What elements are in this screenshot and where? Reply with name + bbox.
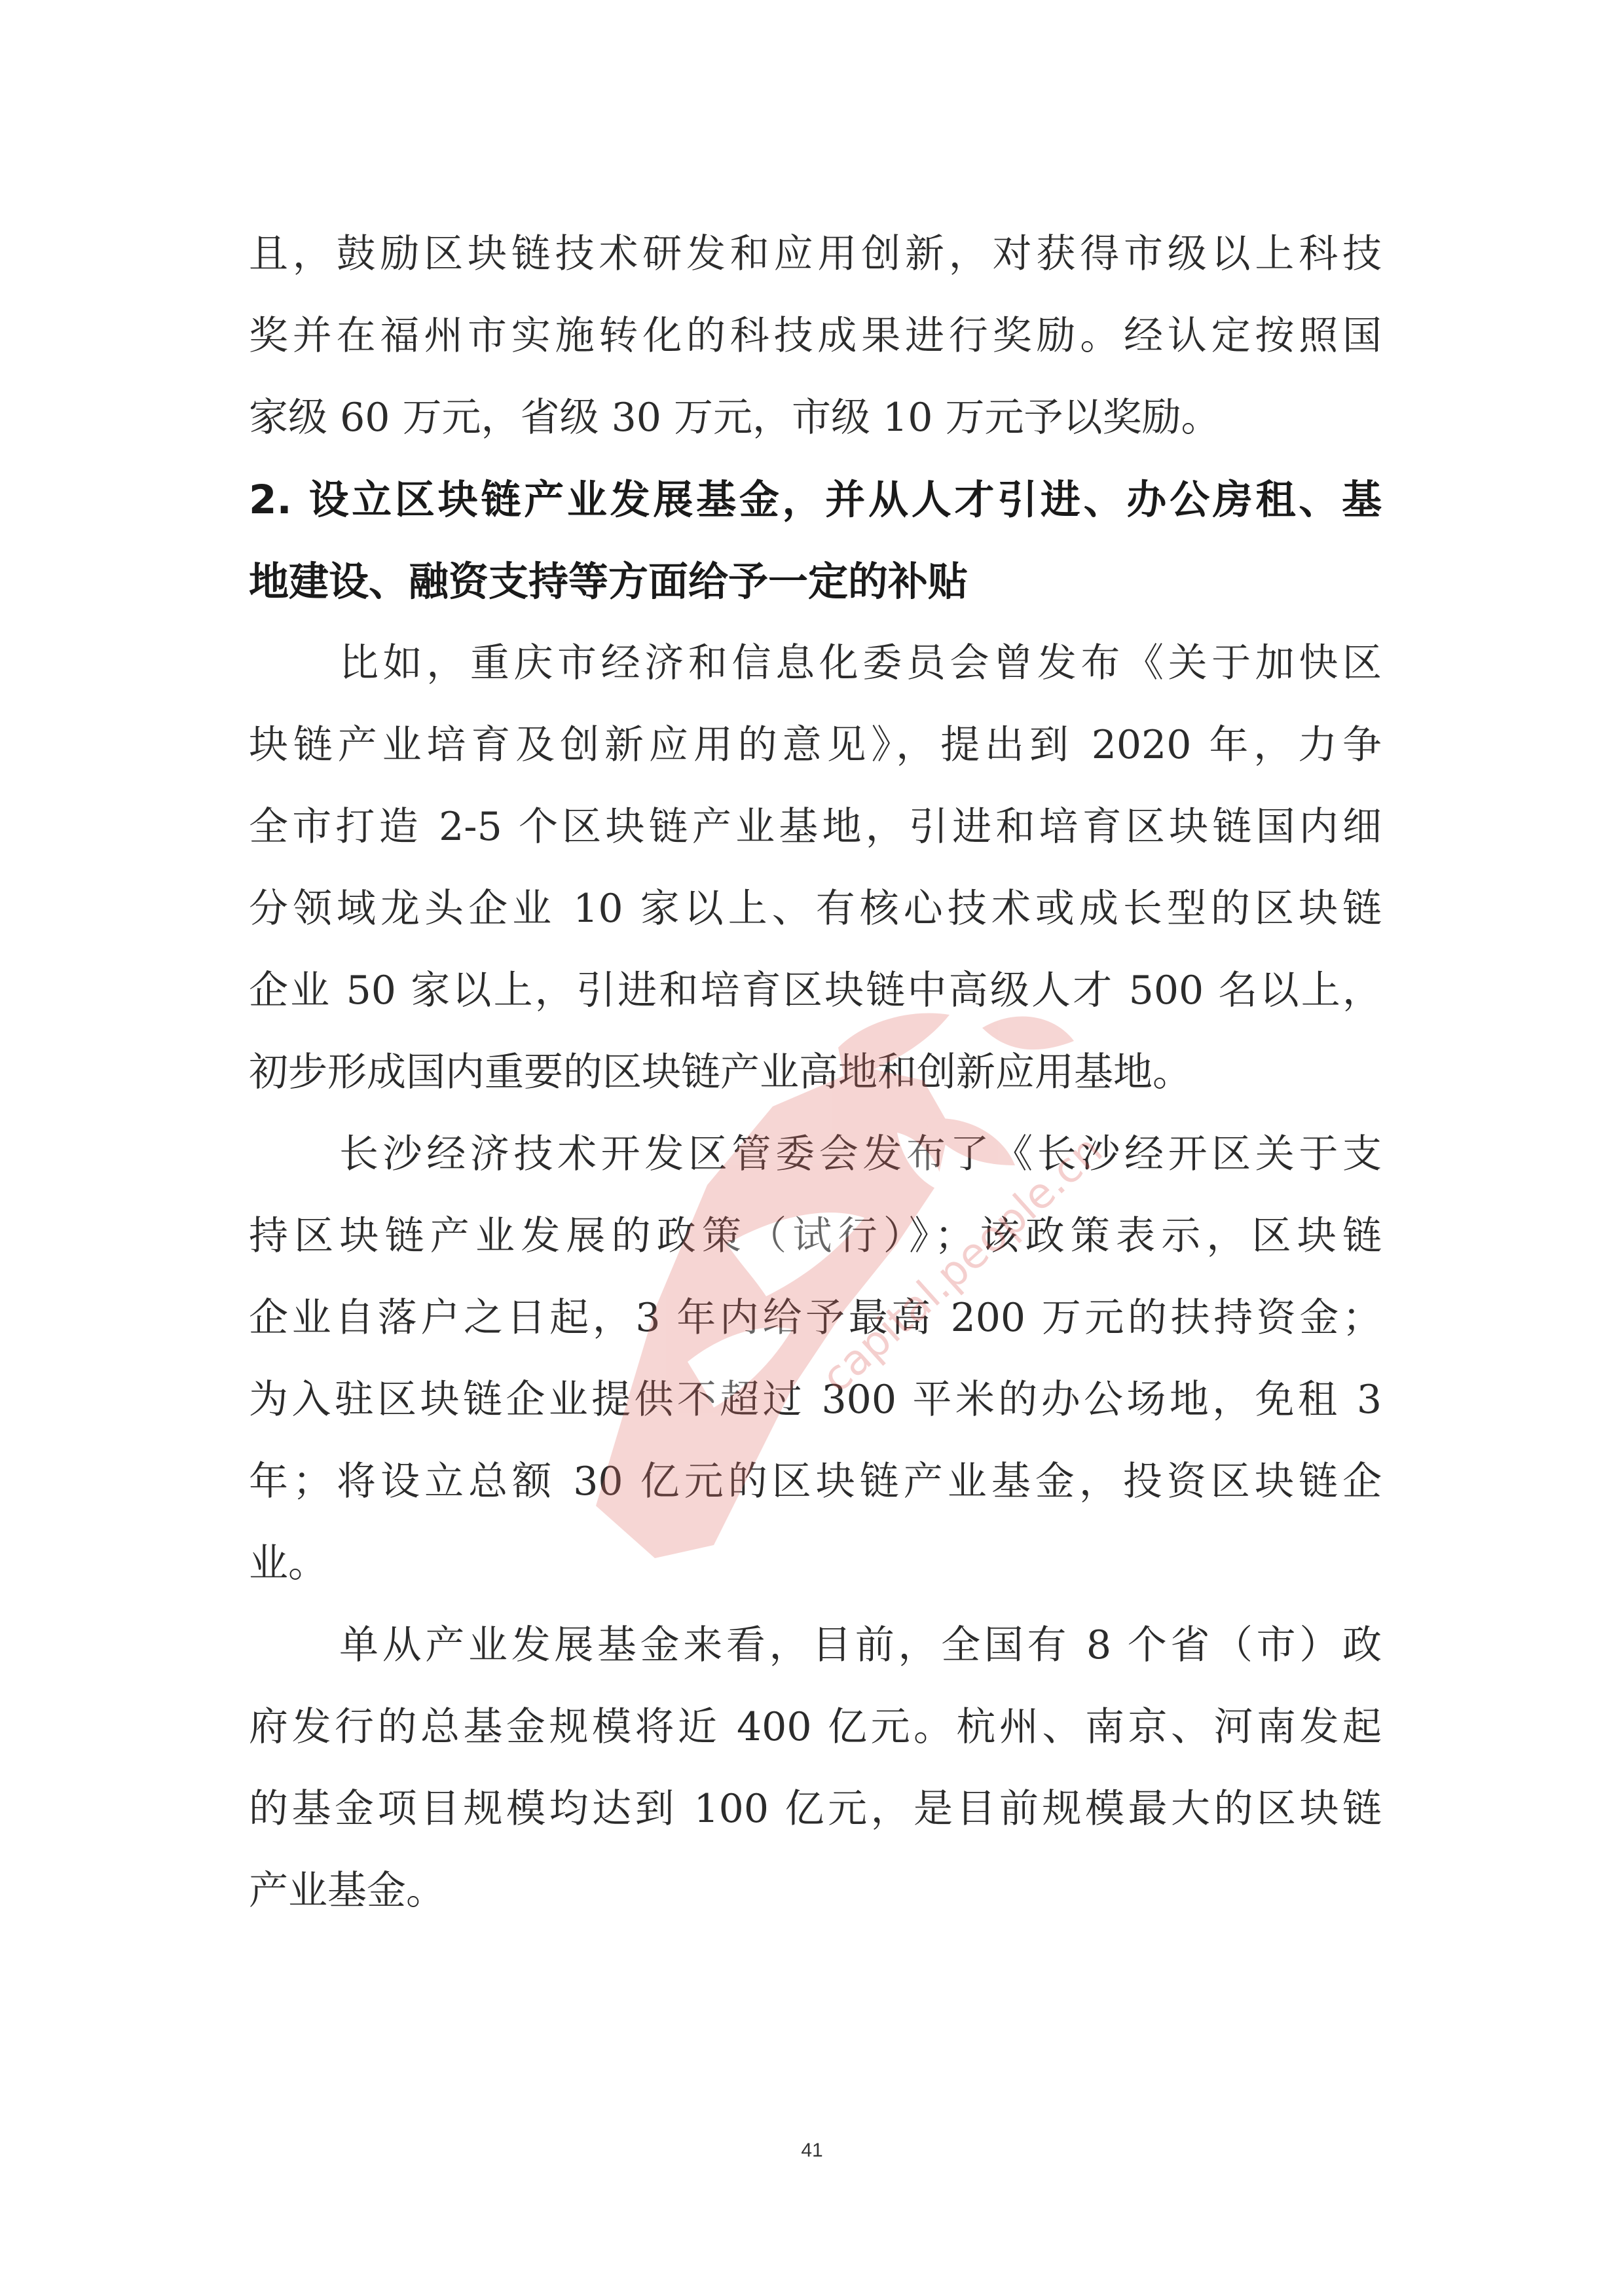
paragraph-line: 奖并在福州市实施转化的科技成果进行奖励。经认定按照国 <box>249 313 1382 359</box>
paragraph-line: 且，鼓励区块链技术研发和应用创新，对获得市级以上科技 <box>249 231 1382 277</box>
paragraph-line: 长沙经济技术开发区管委会发布了《长沙经开区关于支 <box>339 1131 1382 1177</box>
section-heading-line: 2. 设立区块链产业发展基金，并从人才引进、办公房租、基 <box>249 477 1382 523</box>
paragraph-line: 业。 <box>249 1540 327 1586</box>
paragraph-line: 家级 60 万元，省级 30 万元，市级 10 万元予以奖励。 <box>249 395 1221 441</box>
paragraph-line: 分领域龙头企业 10 家以上、有核心技术或成长型的区块链 <box>249 886 1382 932</box>
paragraph-line: 单从产业发展基金来看，目前，全国有 8 个省（市）政 <box>339 1622 1382 1668</box>
paragraph-line: 的基金项目规模均达到 100 亿元，是目前规模最大的区块链 <box>249 1786 1382 1832</box>
paragraph-line: 持区块链产业发展的政策（试行）》；该政策表示，区块链 <box>249 1213 1382 1259</box>
paragraph-line: 企业 50 家以上，引进和培育区块链中高级人才 500 名以上， <box>249 968 1382 1013</box>
paragraph-line: 产业基金。 <box>249 1868 445 1914</box>
paragraph-line: 全市打造 2-5 个区块链产业基地，引进和培育区块链国内细 <box>249 804 1382 850</box>
paragraph-line: 年；将设立总额 30 亿元的区块链产业基金，投资区块链企 <box>249 1459 1382 1504</box>
paragraph-line: 比如，重庆市经济和信息化委员会曾发布《关于加快区 <box>339 640 1382 686</box>
paragraph-line: 初步形成国内重要的区块链产业高地和创新应用基地。 <box>249 1049 1192 1095</box>
paragraph-line: 府发行的总基金规模将近 400 亿元。杭州、南京、河南发起 <box>249 1704 1382 1750</box>
watermark-url: capital.people.cn <box>813 1126 1113 1402</box>
section-heading-line: 地建设、融资支持等方面给予一定的补贴 <box>249 558 969 605</box>
document-body <box>249 213 1382 1932</box>
paragraph-line: 企业自落户之日起，3 年内给予最高 200 万元的扶持资金； <box>249 1295 1382 1341</box>
page-number: 41 <box>801 2140 823 2161</box>
paragraph-line: 为入驻区块链企业提供不超过 300 平米的办公场地，免租 3 <box>249 1377 1382 1423</box>
paragraph-line: 块链产业培育及创新应用的意见》，提出到 2020 年，力争 <box>249 722 1382 768</box>
